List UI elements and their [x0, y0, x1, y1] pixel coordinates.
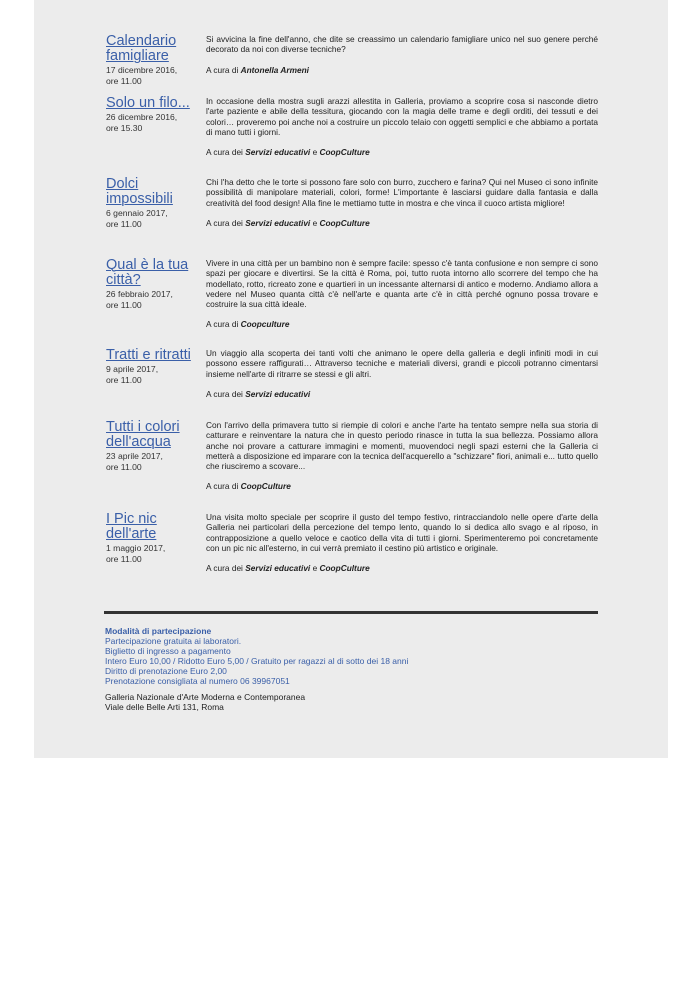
credit-organizer: Antonella Armeni [240, 64, 309, 75]
credit-prefix: A cura di [206, 64, 239, 75]
event-title-link[interactable]: impossibili [106, 191, 173, 207]
participation-line: Diritto di prenotazione Euro 2,00 [105, 666, 227, 676]
event-credit [206, 563, 598, 573]
event-body [206, 348, 598, 399]
credit-prefix: A cura dei [206, 388, 243, 399]
event-body [206, 96, 598, 157]
event-title-link[interactable]: Tutti i colori [106, 419, 180, 435]
venue-name: Galleria Nazionale d'Arte Moderna e Contemporanea [105, 692, 306, 702]
credit-prefix: A cura di [206, 481, 239, 492]
event-title-link[interactable]: Tratti e ritratti [106, 347, 191, 363]
participation-info [105, 626, 505, 686]
venue-street: Viale delle Belle Arti 131, Roma [105, 702, 224, 712]
credit-organizer: CoopCulture [319, 147, 370, 158]
participation-line: Biglietto di ingresso a pagamento [105, 646, 231, 656]
section-divider [104, 611, 598, 614]
event-credit [206, 218, 598, 228]
event-credit [206, 65, 598, 75]
event-title-link[interactable]: città? [106, 272, 141, 288]
event-title-link[interactable]: dell'arte [106, 526, 157, 542]
credit-organizer: Servizi educativi [245, 147, 311, 158]
event-description: Vivere in una città per un bambino non è sempre facile: spesso c'è tanta confusione e non sempre ci sono spazi per giocare e divertirsi. Se la città è Roma, poi, tutto ruota intorno allo scorrere del tempo che ha modellato, rotto, ricreato zone e quartieri in un incessante alternarsi di antico e moderno. Andiamo allora a vedere nel Museo quanta città c'è nell'arte e quanta arte c'è in città perché ognuno possa trovare e costruire la sua città ideale. [206, 258, 598, 310]
event-date: ore 15.30 [106, 123, 143, 133]
event-title-link[interactable]: Calendario [106, 33, 177, 49]
event-date: 23 aprile 2017, [106, 451, 163, 461]
event-date: ore 11.00 [106, 554, 142, 564]
event-description: Con l'arrivo della primavera tutto si riempie di colori e anche l'arte ha tentato sempre nella sua storia di catturare e reinventare la natura che in questo periodo rinasce in tutta la sua bellezza. Possiamo allora anche noi provare a catturare immagini e momenti, muovendoci negli spazi esterni che la Galleria ci metterà a disposizione ed imparare con la tecnica dell'acquerello a "schizzare" fiori, animali e... tutto quello che riusciremo a scovare... [206, 420, 598, 472]
credit-prefix: A cura dei [206, 563, 243, 574]
event-credit [206, 389, 598, 399]
event-title-link[interactable]: Dolci [106, 176, 139, 192]
event-date: ore 11.00 [106, 300, 142, 310]
event-date: ore 11.00 [106, 219, 142, 229]
event-header [106, 420, 202, 472]
event-title-link[interactable]: dell'acqua [106, 434, 171, 450]
event-date: 26 dicembre 2016, [106, 112, 178, 122]
credit-joiner: e [312, 217, 318, 228]
credit-organizer: Servizi educativi [245, 388, 311, 399]
credit-joiner: e [312, 147, 318, 158]
credit-joiner: e [312, 563, 318, 574]
event-header [106, 258, 202, 310]
participation-line: Intero Euro 10,00 / Ridotto Euro 5,00 / Gratuito per ragazzi al di sotto dei 18 anni [105, 656, 409, 666]
event-description: Un viaggio alla scoperta dei tanti volti che animano le opere della galleria e degli infiniti modi in cui possono essere raffigurati… Attraverso tecniche e materiali diversi, grandi e piccoli potranno cimentarsi insieme nell'arte di ritrarre se stessi e gli altri. [206, 348, 598, 379]
event-title-link[interactable]: Solo un filo... [106, 95, 190, 111]
event-date: ore 11.00 [106, 375, 142, 385]
credit-organizer: CoopCulture [319, 563, 370, 574]
venue-address [105, 692, 505, 712]
event-body [206, 34, 598, 75]
event-description: Si avvicina la fine dell'anno, che dite se creassimo un calendario famigliare unico nel suo genere perché decorato da noi con diverse tecniche? [206, 34, 598, 55]
event-header [106, 34, 202, 86]
credit-organizer: Coopculture [240, 319, 290, 330]
event-date: 26 febbraio 2017, [106, 289, 173, 299]
credit-prefix: A cura dei [206, 217, 243, 228]
event-title-link[interactable]: I Pic nic [106, 511, 157, 527]
event-body [206, 512, 598, 573]
participation-title: Modalità di partecipazione [105, 626, 212, 636]
event-body [206, 258, 598, 330]
participation-line: Prenotazione consigliata al numero 06 39967051 [105, 676, 290, 686]
event-date: 6 gennaio 2017, [106, 208, 168, 218]
credit-organizer: Servizi educativi [245, 217, 311, 228]
event-title-link[interactable]: famigliare [106, 48, 169, 64]
event-description: Una visita molto speciale per scoprire il gusto del tempo festivo, rintracciandolo nelle opere d'arte della Galleria nei particolari della percezione del tempo lento, quando lo si dedica allo svago e al riposo, in contrapposizione a quello veloce e caotico della vita di tutti i giorni. Sperimenteremo poi concretamente con un pic nic all'esterno, in cui verrà premiato il cestino più artistico e originale. [206, 512, 598, 553]
event-description: Chi l'ha detto che le torte si possono fare solo con burro, zucchero e farina? Qui nel Museo ci sono infinite possibilità di manipolare materiali, colori, forme! L'importante è lasciarsi guidare dalla fantasia e dalla creatività del food design! Alla fine le mettiamo tutte in mostra e che vinca il cuoco artista migliore! [206, 177, 598, 208]
credit-organizer: Servizi educativi [245, 563, 311, 574]
event-credit [206, 319, 598, 329]
event-date: 17 dicembre 2016, [106, 65, 178, 75]
event-credit [206, 481, 598, 491]
event-header [106, 177, 202, 229]
participation-line: Partecipazione gratuita ai laboratori. [105, 636, 242, 646]
event-header [106, 512, 202, 564]
credit-organizer: CoopCulture [240, 481, 291, 492]
event-date: ore 11.00 [106, 462, 142, 472]
credit-prefix: A cura dei [206, 147, 243, 158]
event-header [106, 96, 202, 133]
event-date: ore 11.00 [106, 76, 142, 86]
credit-prefix: A cura di [206, 319, 239, 330]
credit-organizer: CoopCulture [319, 217, 370, 228]
event-header [106, 348, 202, 385]
event-title-link[interactable]: Qual è la tua [106, 257, 189, 273]
event-credit [206, 147, 598, 157]
event-description: In occasione della mostra sugli arazzi allestita in Galleria, proviamo a scoprire cosa si nasconde dietro l'arte paziente e abile della tessitura, giocando con la magia delle trame e degli orditi, dei tessuti e dei colori… proveremo poi anche noi a costruire un piccolo telaio con oggetti semplici e che abbiamo a portata di mano tutti i giorni. [206, 96, 598, 137]
event-body [206, 420, 598, 492]
event-date: 1 maggio 2017, [106, 543, 166, 553]
event-date: 9 aprile 2017, [106, 364, 159, 374]
event-body [206, 177, 598, 228]
